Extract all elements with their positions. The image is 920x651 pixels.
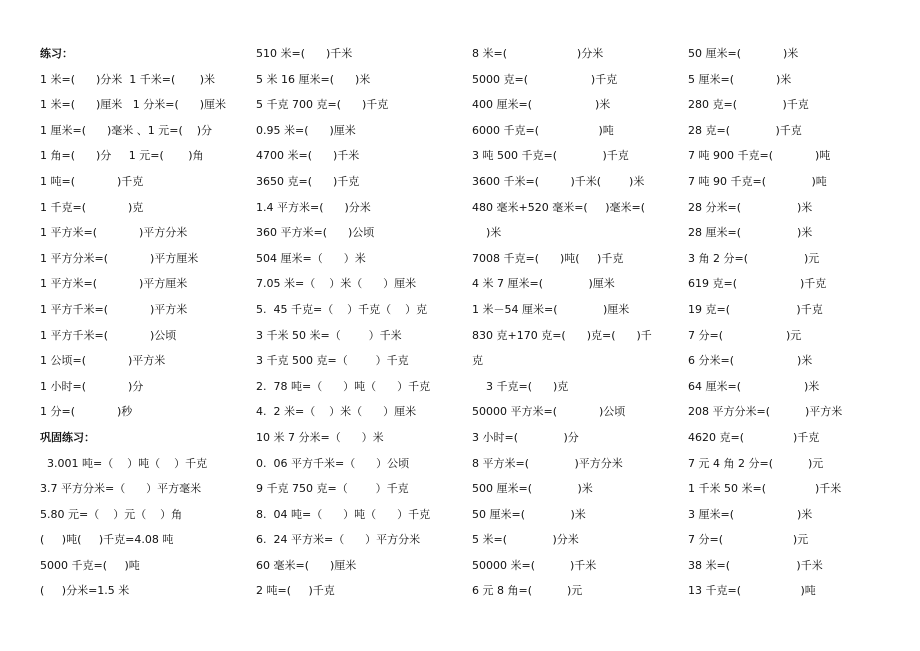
exercise-line: 38 米=( )千米 — [688, 558, 823, 572]
exercise-line: 28 厘米=( )米 — [688, 226, 813, 240]
exercise-line: 6 元 8 角=( )元 — [472, 584, 583, 598]
exercise-line: 8 平方米=( )平方分米 — [472, 456, 623, 470]
exercise-line: 2 吨=( )千克 — [256, 584, 335, 598]
exercise-line: 1 米－54 厘米=( )厘米 — [472, 302, 630, 316]
exercise-line: 10 米 7 分米=（ ）米 — [256, 430, 384, 444]
exercise-line: 9 千克 750 克=（ ）千克 — [256, 482, 409, 496]
exercise-line: 3 厘米=( )米 — [688, 507, 813, 521]
exercise-line: 1 吨=( )千克 — [40, 174, 144, 188]
exercise-line: 1 平方千米=( )平方米 — [40, 302, 188, 316]
exercise-line: 0.95 米=( )厘米 — [256, 123, 356, 137]
exercise-line: 3.001 吨=（ ）吨（ ）千克 — [40, 456, 208, 470]
exercise-line: 4700 米=( )千米 — [256, 149, 360, 163]
exercise-line: 360 平方米=( )公顷 — [256, 226, 375, 240]
exercise-line: 4 米 7 厘米=( )厘米 — [472, 277, 615, 291]
exercise-column-2 — [256, 41, 466, 604]
exercise-line: 1 千克=( )克 — [40, 200, 144, 214]
exercise-line: 13 千克=( )吨 — [688, 584, 816, 598]
exercise-line: 1.4 平方米=( )分米 — [256, 200, 371, 214]
exercise-line: 64 厘米=( )米 — [688, 379, 820, 393]
exercise-line: 5. 45 千克=（ ）千克（ ）克 — [256, 302, 428, 316]
exercise-line: 8 米=( )分米 — [472, 47, 604, 60]
exercise-column-1 — [40, 41, 250, 604]
exercise-line: 50000 米=( )千米 — [472, 558, 597, 572]
exercise-line: 400 厘米=( )米 — [472, 98, 611, 112]
exercise-line: ( )分米=1.5 米 — [40, 584, 130, 598]
exercise-line: 3 吨 500 千克=( )千克 — [472, 149, 629, 163]
exercise-line: 28 克=( )千克 — [688, 123, 802, 137]
exercise-line: 619 克=( )千克 — [688, 277, 827, 291]
exercise-line: 2. 78 吨=（ ）吨（ ）千克 — [256, 379, 431, 393]
exercise-line: 5 厘米=( )米 — [688, 72, 792, 86]
exercise-line: 5.80 元=（ ）元（ ）角 — [40, 507, 183, 521]
exercise-line: 3 角 2 分=( )元 — [688, 251, 820, 265]
exercise-line: 4620 克=( )千克 — [688, 430, 820, 444]
exercise-line: 28 分米=( )米 — [688, 200, 813, 214]
exercise-line: 7 吨 90 千克=( )吨 — [688, 174, 827, 188]
exercise-line: 1 分=( )秒 — [40, 405, 133, 419]
exercise-line: 5 米=( )分米 — [472, 533, 579, 547]
exercise-line: 50 厘米=( )米 — [688, 47, 799, 60]
exercise-line: 208 平方分米=( )平方米 — [688, 405, 843, 419]
exercise-line: 3 千克=( )克 — [472, 379, 569, 393]
exercise-line: 1 平方千米=( )公顷 — [40, 328, 177, 342]
exercise-line: 50 厘米=( )米 — [472, 507, 586, 521]
exercise-line: 3.7 平方分米=（ ）平方毫米 — [40, 482, 202, 496]
exercise-line: 6 分米=( )米 — [688, 354, 813, 368]
exercise-line: 510 米=( )千米 — [256, 47, 353, 60]
exercise-line: 7 分=( )元 — [688, 533, 809, 547]
exercise-line: 480 毫米+520 毫米=( )毫米=( — [472, 200, 645, 214]
exercise-line: 1 公顷=( )平方米 — [40, 354, 166, 368]
exercise-line: 0. 06 平方千米=（ ）公顷 — [256, 456, 410, 470]
exercise-line: 504 厘米=（ ）米 — [256, 251, 366, 265]
section-heading: 巩固练习： — [40, 430, 95, 444]
exercise-line: 1 平方分米=( )平方厘米 — [40, 251, 199, 265]
exercise-line: 830 克+170 克=( )克=( )千 — [472, 328, 652, 342]
exercise-column-4 — [688, 41, 908, 604]
section-heading: 练习： — [40, 47, 73, 60]
exercise-line: 500 厘米=( )米 — [472, 482, 593, 496]
exercise-line: 7 元 4 角 2 分=( )元 — [688, 456, 824, 470]
exercise-line: 1 米=( )厘米 1 分米=( )厘米 — [40, 98, 227, 112]
exercise-line: 1 平方米=( )平方分米 — [40, 226, 188, 240]
exercise-line: 280 克=( )千克 — [688, 98, 809, 112]
exercise-column-3 — [472, 41, 682, 604]
exercise-line: ( )吨( )千克=4.08 吨 — [40, 533, 174, 547]
exercise-line: 1 千米 50 米=( )千米 — [688, 482, 842, 496]
exercise-line: 3 千克 500 克=（ ）千克 — [256, 354, 409, 368]
exercise-line: 5000 克=( )千克 — [472, 72, 618, 86]
exercise-line: 1 厘米=( )毫米 、1 元=( )分 — [40, 123, 213, 137]
exercise-line: 3 千米 50 米=（ ）千米 — [256, 328, 402, 342]
exercise-line: 60 毫米=( )厘米 — [256, 558, 357, 572]
exercise-line: 7.05 米=（ ）米（ ）厘米 — [256, 277, 417, 291]
exercise-line: 5 米 16 厘米=( )米 — [256, 72, 371, 86]
exercise-line: 1 米=( )分米 1 千米=( )米 — [40, 72, 216, 86]
exercise-line: 6000 千克=( )吨 — [472, 123, 614, 137]
exercise-line: 1 角=( )分 1 元=( )角 — [40, 149, 204, 163]
exercise-line: 8. 04 吨=（ ）吨（ ）千克 — [256, 507, 431, 521]
exercise-line: 3650 克=( )千克 — [256, 174, 360, 188]
exercise-line: 6. 24 平方米=（ ）平方分米 — [256, 533, 421, 547]
exercise-line: )米 — [472, 226, 502, 240]
exercise-line: 1 平方米=( )平方厘米 — [40, 277, 188, 291]
exercise-line: 3 小时=( )分 — [472, 430, 579, 444]
exercise-line: 7 吨 900 千克=( )吨 — [688, 149, 831, 163]
exercise-line: 1 小时=( )分 — [40, 379, 144, 393]
exercise-line: 4. 2 米=（ ）米（ ）厘米 — [256, 405, 417, 419]
exercise-line: 克 — [472, 354, 483, 368]
exercise-line: 7 分=( )元 — [688, 328, 802, 342]
exercise-line: 5 千克 700 克=( )千克 — [256, 98, 389, 112]
exercise-line: 3600 千米=( )千米( )米 — [472, 174, 645, 188]
exercise-line: 7008 千克=( )吨( )千克 — [472, 251, 624, 265]
exercise-line: 5000 千克=( )吨 — [40, 558, 140, 572]
exercise-line: 19 克=( )千克 — [688, 302, 823, 316]
exercise-line: 50000 平方米=( )公顷 — [472, 405, 626, 419]
